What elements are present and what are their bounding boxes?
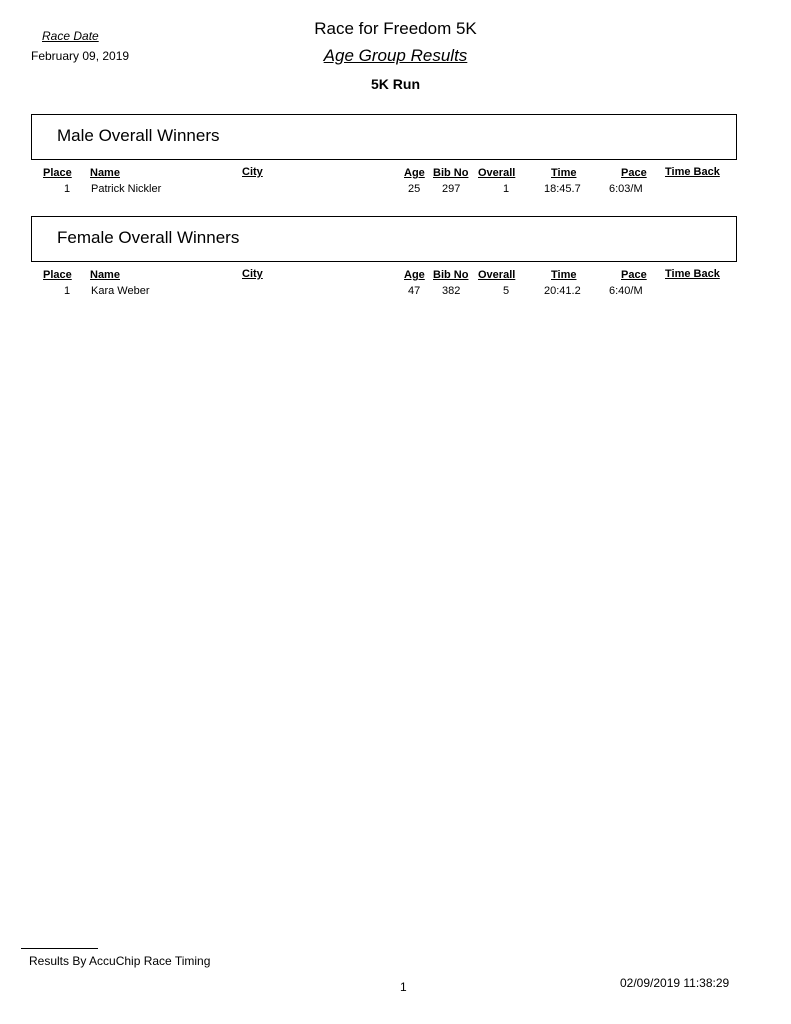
row-time: 18:45.7: [544, 183, 581, 195]
col-city: City: [242, 166, 263, 178]
col-city: City: [242, 268, 263, 280]
section-header-male: [31, 114, 737, 160]
row-name: Patrick Nickler: [91, 183, 162, 195]
col-bib: Bib No: [433, 269, 469, 281]
col-pace: Pace: [621, 167, 647, 179]
col-name: Name: [90, 167, 120, 179]
col-place: Place: [43, 269, 72, 281]
event-name: 5K Run: [371, 76, 420, 92]
race-date: February 09, 2019: [31, 49, 130, 63]
section-title: Male Overall Winners: [57, 126, 220, 145]
section-header-female: [31, 216, 737, 262]
page-number: 1: [400, 980, 407, 994]
col-bib: Bib No: [433, 167, 469, 179]
col-overall: Overall: [478, 167, 516, 179]
col-age: Age: [404, 269, 425, 281]
col-overall: Overall: [478, 269, 516, 281]
page-title: Race for Freedom 5K: [314, 19, 477, 38]
col-time-back: Time Back: [665, 166, 720, 178]
row-place: 1: [64, 183, 71, 195]
col-pace: Pace: [621, 269, 647, 281]
print-timestamp: 02/09/2019 11:38:29: [620, 976, 730, 990]
col-time-back: Time Back: [665, 268, 720, 280]
race-date-label: Race Date: [42, 29, 99, 43]
row-time: 20:41.2: [544, 285, 581, 297]
col-age: Age: [404, 167, 425, 179]
page-subtitle: Age Group Results: [323, 46, 468, 65]
row-pace: 6:03/M: [609, 183, 643, 195]
footer-credit: Results By AccuChip Race Timing: [29, 954, 211, 968]
row-age: 47: [408, 285, 421, 297]
row-overall: 1: [503, 183, 510, 195]
col-time: Time: [551, 167, 577, 179]
row-overall: 5: [503, 285, 510, 297]
col-time: Time: [551, 269, 577, 281]
row-place: 1: [64, 285, 71, 297]
section-title: Female Overall Winners: [57, 228, 240, 247]
row-name: Kara Weber: [91, 285, 150, 297]
row-bib: 297: [442, 183, 461, 195]
row-bib: 382: [442, 285, 461, 297]
col-name: Name: [90, 269, 120, 281]
row-age: 25: [408, 183, 421, 195]
col-place: Place: [43, 167, 72, 179]
footer-divider: [21, 948, 98, 949]
row-pace: 6:40/M: [609, 285, 643, 297]
